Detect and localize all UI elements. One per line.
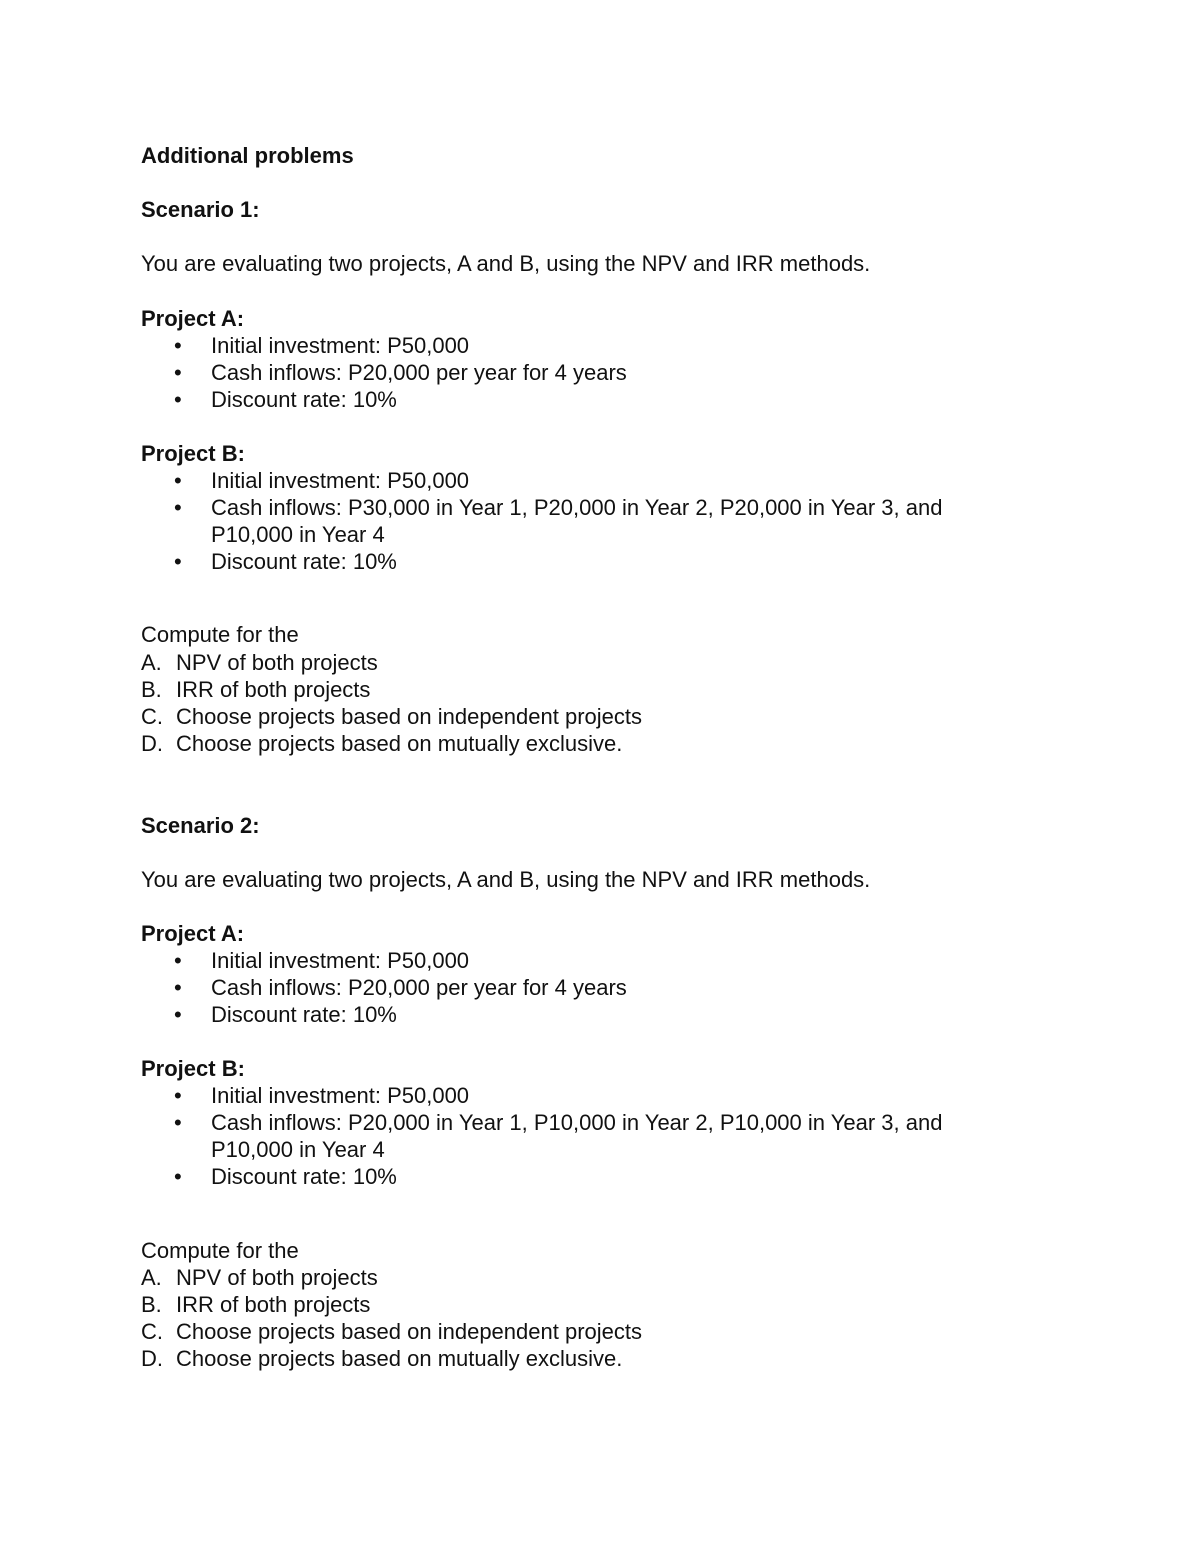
- option-text: IRR of both projects: [176, 1292, 371, 1317]
- document-title: Additional problems: [141, 143, 354, 168]
- bullet-icon: •: [174, 1110, 182, 1135]
- scenario-2-project-a-heading: Project A:: [141, 921, 245, 946]
- option-letter: B.: [141, 677, 162, 702]
- bullet-icon: •: [174, 948, 182, 973]
- scenario-2-intro: You are evaluating two projects, A and B, using the NPV and IRR methods.: [141, 867, 871, 892]
- list-item: Cash inflows: P20,000 per year for 4 years: [211, 360, 627, 385]
- scenario-2-project-b-heading: Project B:: [141, 1056, 245, 1081]
- list-item: Initial investment: P50,000: [211, 468, 470, 493]
- option-letter: C.: [141, 704, 163, 729]
- list-item: Cash inflows: P30,000 in Year 1, P20,000 in Year 2, P20,000 in Year 3, and: [211, 495, 943, 520]
- list-item: Initial investment: P50,000: [211, 948, 470, 973]
- list-item-continuation: P10,000 in Year 4: [211, 522, 385, 547]
- scenario-1-intro: You are evaluating two projects, A and B, using the NPV and IRR methods.: [141, 251, 871, 276]
- option-letter: C.: [141, 1319, 163, 1344]
- bullet-icon: •: [174, 360, 182, 385]
- bullet-icon: •: [174, 468, 182, 493]
- bullet-icon: •: [174, 1002, 182, 1027]
- option-text: Choose projects based on mutually exclusive.: [176, 731, 623, 756]
- scenario-1-compute-label: Compute for the: [141, 622, 299, 647]
- option-text: Choose projects based on independent projects: [176, 704, 642, 729]
- list-item: Discount rate: 10%: [211, 1002, 397, 1027]
- option-letter: A.: [141, 1265, 162, 1290]
- option-text: Choose projects based on mutually exclusive.: [176, 1346, 623, 1371]
- scenario-1-heading: Scenario 1:: [141, 197, 260, 222]
- bullet-icon: •: [174, 1164, 182, 1189]
- list-item-continuation: P10,000 in Year 4: [211, 1137, 385, 1162]
- bullet-icon: •: [174, 495, 182, 520]
- option-letter: D.: [141, 731, 163, 756]
- option-text: Choose projects based on independent projects: [176, 1319, 642, 1344]
- list-item: Cash inflows: P20,000 in Year 1, P10,000 in Year 2, P10,000 in Year 3, and: [211, 1110, 943, 1135]
- scenario-1-project-a-heading: Project A:: [141, 306, 245, 331]
- bullet-icon: •: [174, 333, 182, 358]
- list-item: Discount rate: 10%: [211, 549, 397, 574]
- bullet-icon: •: [174, 975, 182, 1000]
- list-item: Initial investment: P50,000: [211, 1083, 470, 1108]
- scenario-2-compute-label: Compute for the: [141, 1238, 299, 1263]
- option-text: NPV of both projects: [176, 1265, 378, 1290]
- option-letter: A.: [141, 650, 162, 675]
- list-item: Cash inflows: P20,000 per year for 4 years: [211, 975, 627, 1000]
- option-text: NPV of both projects: [176, 650, 378, 675]
- option-letter: B.: [141, 1292, 162, 1317]
- bullet-icon: •: [174, 1083, 182, 1108]
- bullet-icon: •: [174, 549, 182, 574]
- list-item: Discount rate: 10%: [211, 1164, 397, 1189]
- option-text: IRR of both projects: [176, 677, 371, 702]
- bullet-icon: •: [174, 387, 182, 412]
- list-item: Initial investment: P50,000: [211, 333, 470, 358]
- scenario-1-project-b-heading: Project B:: [141, 441, 245, 466]
- list-item: Discount rate: 10%: [211, 387, 397, 412]
- scenario-2-heading: Scenario 2:: [141, 813, 260, 838]
- option-letter: D.: [141, 1346, 163, 1371]
